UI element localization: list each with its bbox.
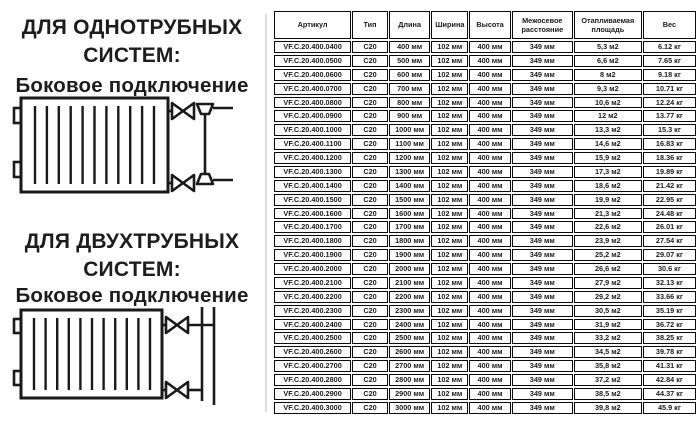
table-cell: 2200 мм (389, 291, 431, 303)
table-cell: 400 мм (469, 221, 511, 233)
table-cell: 102 мм (431, 110, 468, 122)
table-cell: 21,3 м2 (574, 208, 642, 220)
table-cell: 102 мм (431, 332, 468, 344)
table-cell: 400 мм (469, 124, 511, 136)
table-cell: 23,9 м2 (574, 235, 642, 247)
table-cell: VF.C.20.400.1800 (274, 235, 351, 247)
table-cell: C20 (352, 55, 388, 67)
table-cell: 400 мм (469, 194, 511, 206)
table-cell: 32.13 кг (643, 277, 696, 289)
table-cell: VF.C.20.400.1900 (274, 249, 351, 261)
table-cell: 1200 мм (389, 152, 431, 164)
table-cell: 13,3 м2 (574, 124, 642, 136)
table-cell: 39,8 м2 (574, 402, 642, 414)
table-cell: 349 мм (512, 55, 573, 67)
table-cell: 1700 мм (389, 221, 431, 233)
one-pipe-radiator-diagram-icon (6, 93, 266, 203)
table-cell: 102 мм (431, 124, 468, 136)
table-cell: C20 (352, 374, 388, 386)
table-cell: 400 мм (469, 374, 511, 386)
table-cell: VF.C.20.400.1200 (274, 152, 351, 164)
table-cell: 38.25 кг (643, 332, 696, 344)
table-cell: C20 (352, 388, 388, 400)
table-cell: VF.C.20.400.0800 (274, 97, 351, 109)
table-row (274, 69, 696, 81)
table-cell: 349 мм (512, 69, 573, 81)
spec-table-body (274, 41, 696, 414)
table-cell: 400 мм (469, 138, 511, 150)
table-cell: 8 м2 (574, 69, 642, 81)
table-cell: 39.78 кг (643, 346, 696, 358)
table-cell: C20 (352, 291, 388, 303)
table-cell: 400 мм (469, 402, 511, 414)
table-row (274, 55, 696, 67)
table-cell: 36.72 кг (643, 319, 696, 331)
table-cell: 400 мм (469, 166, 511, 178)
table-row (274, 319, 696, 331)
table-cell: 400 мм (469, 346, 511, 358)
table-cell: 102 мм (431, 346, 468, 358)
table-row (274, 124, 696, 136)
table-cell: 10,6 м2 (574, 97, 642, 109)
table-cell: 9.18 кг (643, 69, 696, 81)
table-cell: 349 мм (512, 97, 573, 109)
table-cell: 13.77 кг (643, 110, 696, 122)
table-cell: C20 (352, 235, 388, 247)
table-cell: C20 (352, 360, 388, 372)
one-pipe-section-title: ДЛЯ ОДНОТРУБНЫХ СИСТЕМ: (21, 16, 243, 68)
table-cell: 349 мм (512, 388, 573, 400)
table-cell: 102 мм (431, 152, 468, 164)
table-cell: 102 мм (431, 263, 468, 275)
table-row (274, 360, 696, 372)
table-cell: 400 мм (469, 277, 511, 289)
table-cell: 102 мм (431, 305, 468, 317)
table-cell: C20 (352, 305, 388, 317)
table-cell: 18.36 кг (643, 152, 696, 164)
table-cell: C20 (352, 332, 388, 344)
table-cell: 35.19 кг (643, 305, 696, 317)
table-cell: 400 мм (469, 83, 511, 95)
table-cell: 102 мм (431, 277, 468, 289)
table-cell: 102 мм (431, 97, 468, 109)
table-cell: 26,6 м2 (574, 263, 642, 275)
table-cell: VF.C.20.400.0500 (274, 55, 351, 67)
table-cell: 349 мм (512, 346, 573, 358)
panel-divider (265, 14, 267, 412)
table-cell: 12 м2 (574, 110, 642, 122)
table-cell: 700 мм (389, 83, 431, 95)
table-cell: VF.C.20.400.1300 (274, 166, 351, 178)
table-cell: 600 мм (389, 69, 431, 81)
column-header: Межосевое расстояние (512, 11, 573, 39)
table-cell: 2500 мм (389, 332, 431, 344)
table-cell: 29.07 кг (643, 249, 696, 261)
table-cell: 349 мм (512, 41, 573, 53)
table-row (274, 291, 696, 303)
column-header: Высота (469, 11, 511, 39)
table-cell: C20 (352, 83, 388, 95)
table-cell: 400 мм (469, 110, 511, 122)
table-cell: 102 мм (431, 402, 468, 414)
table-cell: C20 (352, 221, 388, 233)
table-cell: 34,5 м2 (574, 346, 642, 358)
table-cell: 400 мм (469, 291, 511, 303)
table-cell: 102 мм (431, 69, 468, 81)
table-cell: C20 (352, 69, 388, 81)
table-cell: 21.42 кг (643, 180, 696, 192)
table-cell: 102 мм (431, 180, 468, 192)
table-cell: 349 мм (512, 235, 573, 247)
table-cell: 349 мм (512, 152, 573, 164)
table-cell: VF.C.20.400.0700 (274, 83, 351, 95)
table-cell: 102 мм (431, 41, 468, 53)
table-row (274, 388, 696, 400)
table-cell: 102 мм (431, 291, 468, 303)
table-cell: C20 (352, 208, 388, 220)
table-cell: VF.C.20.400.1400 (274, 180, 351, 192)
table-cell: 30,5 м2 (574, 305, 642, 317)
table-cell: 31,9 м2 (574, 319, 642, 331)
table-cell: 349 мм (512, 166, 573, 178)
table-cell: C20 (352, 152, 388, 164)
table-cell: VF.C.20.400.0400 (274, 41, 351, 53)
column-header: Вес (643, 11, 696, 39)
table-row (274, 263, 696, 275)
table-cell: C20 (352, 346, 388, 358)
table-cell: 18,6 м2 (574, 180, 642, 192)
table-cell: VF.C.20.400.2000 (274, 263, 351, 275)
table-cell: 349 мм (512, 208, 573, 220)
column-header: Артикул (274, 11, 351, 39)
table-cell: VF.C.20.400.2900 (274, 388, 351, 400)
table-cell: C20 (352, 41, 388, 53)
two-pipe-section-subtitle: Боковое подключение (15, 284, 249, 307)
table-cell: 400 мм (469, 180, 511, 192)
table-row (274, 194, 696, 206)
table-cell: 15,9 м2 (574, 152, 642, 164)
table-cell: VF.C.20.400.2500 (274, 332, 351, 344)
table-header-row (274, 11, 696, 39)
table-cell: VF.C.20.400.3000 (274, 402, 351, 414)
table-cell: VF.C.20.400.2300 (274, 305, 351, 317)
table-cell: 26.01 кг (643, 221, 696, 233)
table-cell: 1600 мм (389, 208, 431, 220)
table-cell: 102 мм (431, 166, 468, 178)
table-cell: 12.24 кг (643, 97, 696, 109)
table-cell: 349 мм (512, 332, 573, 344)
table-cell: 2600 мм (389, 346, 431, 358)
table-cell: 42.84 кг (643, 374, 696, 386)
table-cell: 102 мм (431, 221, 468, 233)
table-cell: C20 (352, 402, 388, 414)
table-cell: 10.71 кг (643, 83, 696, 95)
table-cell: 24.48 кг (643, 208, 696, 220)
table-cell: 400 мм (469, 152, 511, 164)
table-cell: 7.65 кг (643, 55, 696, 67)
table-row (274, 83, 696, 95)
table-cell: 1900 мм (389, 249, 431, 261)
table-cell: 33,2 м2 (574, 332, 642, 344)
table-cell: 102 мм (431, 360, 468, 372)
table-cell: 19,9 м2 (574, 194, 642, 206)
table-row (274, 180, 696, 192)
column-header: Отапливаемая площадь (574, 11, 642, 39)
table-cell: 400 мм (469, 319, 511, 331)
table-cell: 102 мм (431, 55, 468, 67)
table-cell: 27.54 кг (643, 235, 696, 247)
table-cell: 102 мм (431, 138, 468, 150)
table-cell: 29,2 м2 (574, 291, 642, 303)
table-cell: 27,9 м2 (574, 277, 642, 289)
table-row (274, 332, 696, 344)
table-cell: 102 мм (431, 194, 468, 206)
table-cell: 19.89 кг (643, 166, 696, 178)
table-cell: 500 мм (389, 55, 431, 67)
table-cell: 349 мм (512, 360, 573, 372)
table-cell: C20 (352, 249, 388, 261)
table-row (274, 346, 696, 358)
table-row (274, 277, 696, 289)
table-cell: 2800 мм (389, 374, 431, 386)
table-row (274, 221, 696, 233)
table-cell: 400 мм (469, 55, 511, 67)
table-row (274, 138, 696, 150)
table-row (274, 249, 696, 261)
table-cell: 349 мм (512, 124, 573, 136)
table-cell: C20 (352, 138, 388, 150)
table-cell: C20 (352, 194, 388, 206)
table-cell: VF.C.20.400.1500 (274, 194, 351, 206)
table-cell: 22.95 кг (643, 194, 696, 206)
table-cell: C20 (352, 124, 388, 136)
table-cell: 1300 мм (389, 166, 431, 178)
table-cell: 3000 мм (389, 402, 431, 414)
table-cell: VF.C.20.400.2200 (274, 291, 351, 303)
table-cell: 22,6 м2 (574, 221, 642, 233)
table-cell: 2100 мм (389, 277, 431, 289)
table-cell: 102 мм (431, 208, 468, 220)
table-row (274, 402, 696, 414)
table-row (274, 208, 696, 220)
table-cell: 400 мм (469, 41, 511, 53)
table-cell: 349 мм (512, 83, 573, 95)
table-cell: C20 (352, 180, 388, 192)
table-cell: 349 мм (512, 277, 573, 289)
table-cell: 102 мм (431, 235, 468, 247)
table-cell: 349 мм (512, 249, 573, 261)
table-cell: 2300 мм (389, 305, 431, 317)
table-cell: C20 (352, 97, 388, 109)
table-cell: 33.66 кг (643, 291, 696, 303)
table-row (274, 97, 696, 109)
table-cell: C20 (352, 319, 388, 331)
column-header: Тип (352, 11, 388, 39)
table-cell: 349 мм (512, 194, 573, 206)
column-header: Длина (389, 11, 431, 39)
spec-table-container (273, 9, 697, 416)
two-pipe-radiator-diagram-icon (6, 298, 266, 408)
table-cell: 38,5 м2 (574, 388, 642, 400)
two-pipe-section-title: ДЛЯ ДВУХТРУБНЫХ СИСТЕМ: (24, 230, 240, 282)
table-row (274, 374, 696, 386)
table-cell: 25,2 м2 (574, 249, 642, 261)
table-cell: 349 мм (512, 319, 573, 331)
table-cell: 400 мм (389, 41, 431, 53)
table-cell: VF.C.20.400.1700 (274, 221, 351, 233)
table-row (274, 41, 696, 53)
table-row (274, 110, 696, 122)
table-cell: 9,3 м2 (574, 83, 642, 95)
table-cell: 349 мм (512, 402, 573, 414)
table-cell: 16.83 кг (643, 138, 696, 150)
table-cell: 400 мм (469, 305, 511, 317)
table-cell: 102 мм (431, 388, 468, 400)
table-cell: 400 мм (469, 249, 511, 261)
table-cell: 6,6 м2 (574, 55, 642, 67)
table-cell: VF.C.20.400.1100 (274, 138, 351, 150)
table-cell: 400 мм (469, 263, 511, 275)
table-cell: 44.37 кг (643, 388, 696, 400)
table-cell: 400 мм (469, 360, 511, 372)
table-cell: VF.C.20.400.0600 (274, 69, 351, 81)
table-cell: VF.C.20.400.2700 (274, 360, 351, 372)
table-cell: 400 мм (469, 235, 511, 247)
table-cell: 102 мм (431, 83, 468, 95)
table-cell: 2000 мм (389, 263, 431, 275)
table-cell: VF.C.20.400.2400 (274, 319, 351, 331)
table-cell: 30.6 кг (643, 263, 696, 275)
table-row (274, 152, 696, 164)
table-cell: 349 мм (512, 180, 573, 192)
table-cell: C20 (352, 277, 388, 289)
table-cell: 41.31 кг (643, 360, 696, 372)
table-cell: VF.C.20.400.2800 (274, 374, 351, 386)
column-header: Ширина (431, 11, 468, 39)
table-row (274, 235, 696, 247)
table-cell: 1500 мм (389, 194, 431, 206)
table-cell: VF.C.20.400.2100 (274, 277, 351, 289)
table-cell: 102 мм (431, 374, 468, 386)
table-cell: 349 мм (512, 305, 573, 317)
table-cell: 900 мм (389, 110, 431, 122)
one-pipe-section-subtitle: Боковое подключение (15, 74, 249, 97)
table-cell: C20 (352, 110, 388, 122)
table-cell: 349 мм (512, 291, 573, 303)
table-cell: VF.C.20.400.2600 (274, 346, 351, 358)
radiator-spec-table (273, 9, 697, 416)
table-cell: 349 мм (512, 110, 573, 122)
table-cell: 349 мм (512, 263, 573, 275)
table-cell: 37,2 м2 (574, 374, 642, 386)
table-cell: 2400 мм (389, 319, 431, 331)
table-cell: 45.9 кг (643, 402, 696, 414)
table-cell: 800 мм (389, 97, 431, 109)
table-cell: 1100 мм (389, 138, 431, 150)
table-cell: 400 мм (469, 332, 511, 344)
table-cell: 102 мм (431, 249, 468, 261)
table-cell: C20 (352, 166, 388, 178)
table-cell: 400 мм (469, 97, 511, 109)
table-cell: 349 мм (512, 221, 573, 233)
table-cell: 1400 мм (389, 180, 431, 192)
table-cell: 14,6 м2 (574, 138, 642, 150)
table-row (274, 305, 696, 317)
table-cell: 1800 мм (389, 235, 431, 247)
table-cell: 35,8 м2 (574, 360, 642, 372)
table-cell: VF.C.20.400.1600 (274, 208, 351, 220)
table-row (274, 166, 696, 178)
table-cell: 349 мм (512, 138, 573, 150)
table-cell: 17,3 м2 (574, 166, 642, 178)
table-cell: 2700 мм (389, 360, 431, 372)
table-cell: C20 (352, 263, 388, 275)
table-cell: 1000 мм (389, 124, 431, 136)
left-panel (0, 0, 266, 421)
table-cell: 15.3 кг (643, 124, 696, 136)
table-cell: VF.C.20.400.1000 (274, 124, 351, 136)
table-cell: 349 мм (512, 374, 573, 386)
table-cell: 2900 мм (389, 388, 431, 400)
table-cell: 6.12 кг (643, 41, 696, 53)
table-cell: 5,3 м2 (574, 41, 642, 53)
table-cell: VF.C.20.400.0900 (274, 110, 351, 122)
table-cell: 102 мм (431, 319, 468, 331)
table-cell: 400 мм (469, 208, 511, 220)
table-cell: 400 мм (469, 388, 511, 400)
table-cell: 400 мм (469, 69, 511, 81)
